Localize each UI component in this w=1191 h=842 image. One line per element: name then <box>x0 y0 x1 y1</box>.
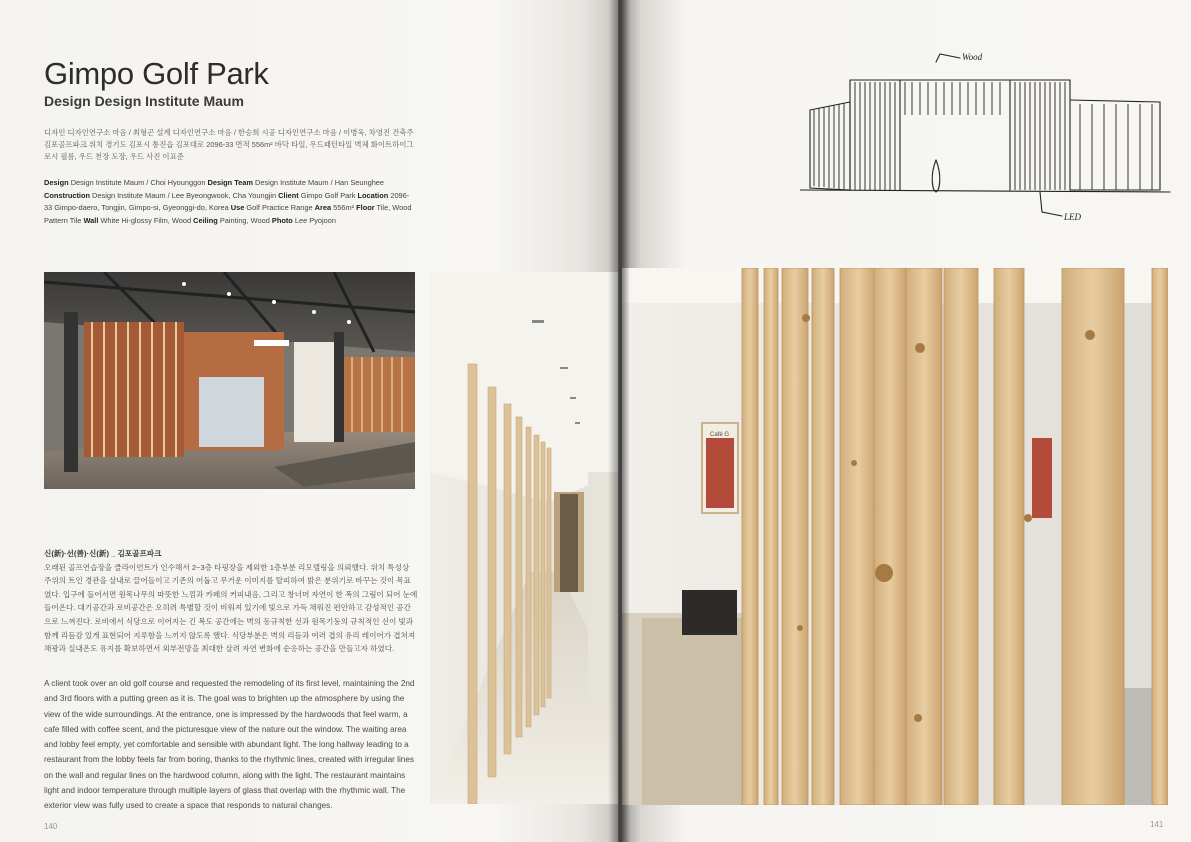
credit-value: Painting, Wood <box>219 215 270 225</box>
credit-label: Area <box>314 203 332 212</box>
body-text-korean <box>44 547 418 656</box>
page-subtitle: Design Design Institute Maum <box>44 93 244 109</box>
credit-value: 556m² <box>333 203 355 212</box>
credit-value: Design Institute Maum / Han Seunghee <box>255 178 385 187</box>
credit-label: Use <box>230 203 245 212</box>
credit-label: Design <box>44 178 69 187</box>
credit-label: Wall <box>83 215 99 225</box>
book-gutter-shadow <box>608 0 630 842</box>
credit-label: Photo <box>271 215 293 225</box>
credit-label: Ceiling <box>193 215 218 225</box>
body-text-english: A client took over an old golf course and requested the remodeling of its first level, maintaining the 2nd and 3rd floors with a putting green as it is. The goal was to brighten up the atmosphere by using the view of the wide surroundings. At the entrance, one is impressed by the hardwoods that feel warm, a cafe filled with coffee scent, and the picturesque view of the nature out the window. The waiting area and lobby feel empty, yet comfortable and sensible with abundant light. The long hallway leading to a restaurant from the lobby feels far from boring, thanks to the rhythmic lines, created with irregular lines on the wall and regular lines on the hardwood column, along with the light. The restaurant maintains light and indoor temperature through multiple layers of glass that overlap with the rhythmic wall. The exterior view was fully used to create a space that responds to natural changes. <box>44 679 415 811</box>
credit-value: Lee Pyojoon <box>294 215 336 225</box>
hallway-photo <box>430 272 618 804</box>
credit-label: Client <box>278 190 299 200</box>
page-number-left: 140 <box>44 822 58 831</box>
page-title: Gimpo Golf Park <box>44 56 269 91</box>
architectural-sketch <box>800 40 1172 235</box>
lobby-photo <box>44 272 415 489</box>
body-korean-paragraph: 오래된 골프연습장을 클라이언트가 인수해서 2~3층 타핑장을 제외한 1층부분 리모델링을 의뢰했다. 위치 특성상 주위의 트인 경관을 살내로 끌어들이고 기존의 어둡고 무거운 이미지를 탈피하여 밝은 분위기로 바꾸는 것이 목표였다. 입구에 들어서면 원목나무의 따뜻한 느낌과 카페의 커피내음, 그리고 창너머 자연이 한 폭의 그림이 되어 눈에 들어온다. 대기공간과 로비공간은 오히려 특별할 것이 비워져 있기에 빛으로 가득 채워진 편안하고 감성적인 공간으로 느껴진다. 로비에서 식당으로 이어지는 긴 복도 공간에는 벽의 동규칙한 선과 원목기둥의 규칙적인 선이 빛과 함께 리듬감 있게 표현되어 지루함을 느끼지 않도록 했다. 식당부분은 벽의 리듬과 여러 겹의 유리 레이어가 겹쳐져 채광과 실내온도 유지를 확보하면서 외부전망을 최대한 살려 자연 변화에 순응하는 공간을 만들고자 하였다. <box>44 562 418 654</box>
credit-value: Tile, Wood Pattern Tile <box>44 203 412 225</box>
credit-value: 2096-33 Gimpo-daero, Tongjin, Gimpo-si, Gyeonggi-do, Korea <box>44 190 410 212</box>
credit-value: Design Institute Maum / Lee Byeongwook, Cha Youngjin <box>92 190 277 200</box>
photo-sign-text: Café G <box>710 432 730 438</box>
credit-value: White Hi-glossy Film, Wood <box>100 215 192 225</box>
page-number-right: 141 <box>1150 820 1164 829</box>
restaurant-photo <box>622 268 1168 805</box>
credits-korean: 디자인 디자인연구소 마음 / 최형곤 설계 디자인연구소 마음 / 한승희 시공 디자인연구소 마음 / 이병욱, 차영진 건축주 김포골프파크 위치 경기도 김포시 통진읍 김포대로 2096-33 면적 556m² 바닥 타일, 우드패턴타일 벽체 화이트하이그로시 필름, 우드 천장 도장, 우드 사진 이표준 <box>44 128 414 161</box>
credit-label: Location <box>357 190 389 200</box>
credit-label: Floor <box>356 203 375 212</box>
credit-value: Golf Practice Range <box>246 203 313 212</box>
credit-label: Construction <box>44 190 90 200</box>
sketch-label-led: LED <box>1064 212 1082 222</box>
sketch-label-wood: Wood <box>962 52 983 62</box>
credit-label: Design Team <box>207 178 253 187</box>
credit-value: Gimpo Golf Park <box>300 190 356 200</box>
credits-english <box>44 177 416 227</box>
credit-value: Design Institute Maum / Choi Hyounggon <box>70 178 206 187</box>
body-korean-heading: 신(新)·선(善)·신(新) _ 김포골프파크 <box>44 549 162 558</box>
